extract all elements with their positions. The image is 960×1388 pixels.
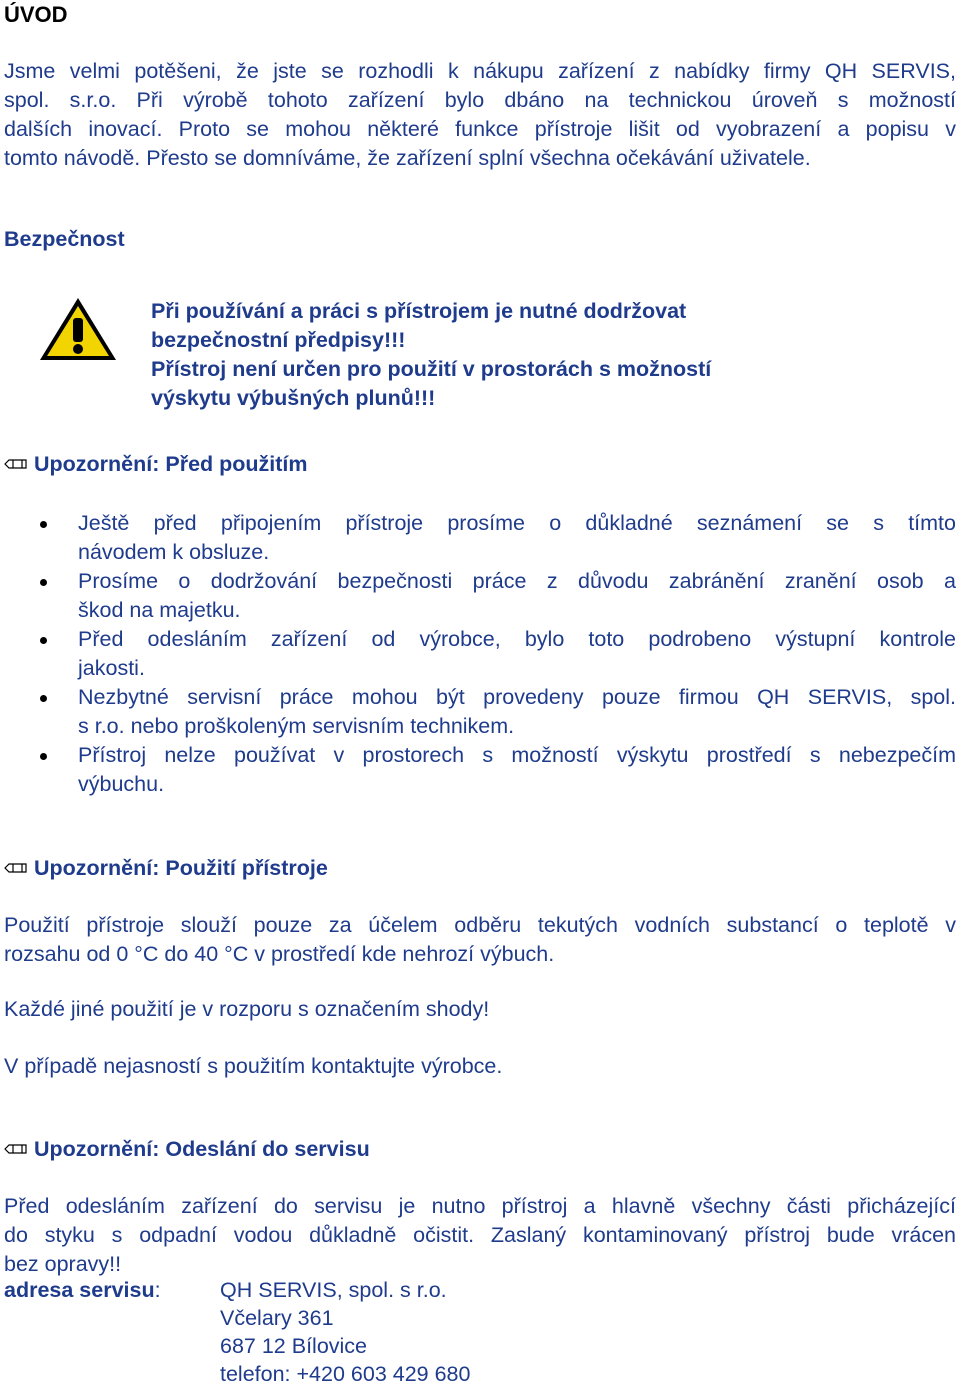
list-item-line: Nezbytné servisní práce mohou být provedeny pouze firmou QH SERVIS, spol. xyxy=(78,685,956,709)
list-item xyxy=(40,509,956,567)
intro-line: dalších inovací. Proto se mohou některé funkce přístroje lišit od vyobrazení a popisu v xyxy=(4,117,956,141)
intro-line: spol. s.r.o. Při výrobě tohoto zařízení bylo dbáno na technickou úroveň s možností xyxy=(4,88,956,112)
list-item xyxy=(40,625,956,683)
bullet-dot xyxy=(40,637,47,644)
list-item-line: výbuchu. xyxy=(78,772,165,796)
intro-line: tomto návodě. Přesto se domníváme, že zařízení splní všechna očekávání uživatele. xyxy=(4,146,811,170)
address-label-text: adresa servisu xyxy=(4,1278,155,1302)
address-line: Včelary 361 xyxy=(220,1306,334,1330)
usage-heading-text: Upozornění: Použití přístroje xyxy=(34,856,328,880)
list-item-line: jakosti. xyxy=(78,656,145,680)
safety-notice xyxy=(151,297,851,413)
bullet-dot xyxy=(40,753,47,760)
warning-triangle-icon xyxy=(38,296,118,362)
list-item-line: Před odesláním zařízení od výrobce, bylo toto podrobeno výstupní kontrole xyxy=(78,627,956,651)
usage-paragraph xyxy=(4,911,956,969)
usage-line: Použití přístroje slouží pouze za účelem odběru tekutých vodních substancí o teplotě v xyxy=(4,913,956,937)
service-paragraph xyxy=(4,1192,956,1279)
address-line: telefon: +420 603 429 680 xyxy=(220,1362,471,1386)
service-line: do styku s odpadní vodou důkladně očistit. Zaslaný kontaminovaný přístroj bude vrácen xyxy=(4,1223,956,1247)
address-line: 687 12 Bílovice xyxy=(220,1334,368,1358)
list-item-line: s r.o. nebo proškoleným servisním technikem. xyxy=(78,714,515,738)
intro-paragraph xyxy=(4,57,956,173)
list-item xyxy=(40,567,956,625)
before-use-heading-text: Upozornění: Před použitím xyxy=(34,452,308,476)
safety-line: bezpečnostní předpisy!!! xyxy=(151,328,406,352)
list-item xyxy=(40,683,956,741)
list-item-line: Ještě před připojením přístroje prosíme o důkladné seznámení se s tímto xyxy=(78,511,956,535)
safety-line: Přístroj není určen pro použití v prostorách s možností xyxy=(151,357,712,381)
page-title: ÚVOD xyxy=(4,2,68,27)
service-heading-text: Upozornění: Odeslání do servisu xyxy=(34,1137,370,1161)
intro-line: Jsme velmi potěšeni, že jste se rozhodli k nákupu zařízení z nabídky firmy QH SERVIS, xyxy=(4,59,956,83)
address-label xyxy=(4,1276,161,1305)
address-lines xyxy=(220,1276,470,1388)
service-line: bez opravy!! xyxy=(4,1252,122,1276)
safety-line: Při používání a práci s přístrojem je nutné dodržovat xyxy=(151,299,687,323)
list-item-line: škod na majetku. xyxy=(78,598,241,622)
safety-heading: Bezpečnost xyxy=(4,227,125,251)
list-item xyxy=(40,741,956,799)
pencil-icon xyxy=(4,859,28,877)
list-item-line: Prosíme o dodržování bezpečnosti práce z důvodu zabránění zranění osob a xyxy=(78,569,956,593)
service-heading xyxy=(4,1135,370,1164)
usage-line: rozsahu od 0 °C do 40 °C v prostředí kde nehrozí výbuch. xyxy=(4,942,555,966)
conformity-note: Každé jiné použití je v rozporu s označením shody! xyxy=(4,997,490,1021)
bullet-dot xyxy=(40,579,47,586)
safety-line: výskytu výbušných plunů!!! xyxy=(151,386,436,410)
list-item-line: návodem k obsluze. xyxy=(78,540,270,564)
usage-heading xyxy=(4,854,328,883)
bullet-dot xyxy=(40,695,47,702)
contact-note: V případě nejasností s použitím kontaktujte výrobce. xyxy=(4,1054,503,1078)
bullet-dot xyxy=(40,521,47,528)
pencil-icon xyxy=(4,455,28,473)
address-colon: : xyxy=(154,1278,161,1302)
before-use-list xyxy=(40,509,956,799)
address-line: QH SERVIS, spol. s r.o. xyxy=(220,1278,447,1302)
pencil-icon xyxy=(4,1140,28,1158)
before-use-heading xyxy=(4,450,308,479)
list-item-line: Přístroj nelze používat v prostorech s možností výskytu prostředí s nebezpečím xyxy=(78,743,956,767)
service-line: Před odesláním zařízení do servisu je nutno přístroj a hlavně všechny části přicházející xyxy=(4,1194,956,1218)
